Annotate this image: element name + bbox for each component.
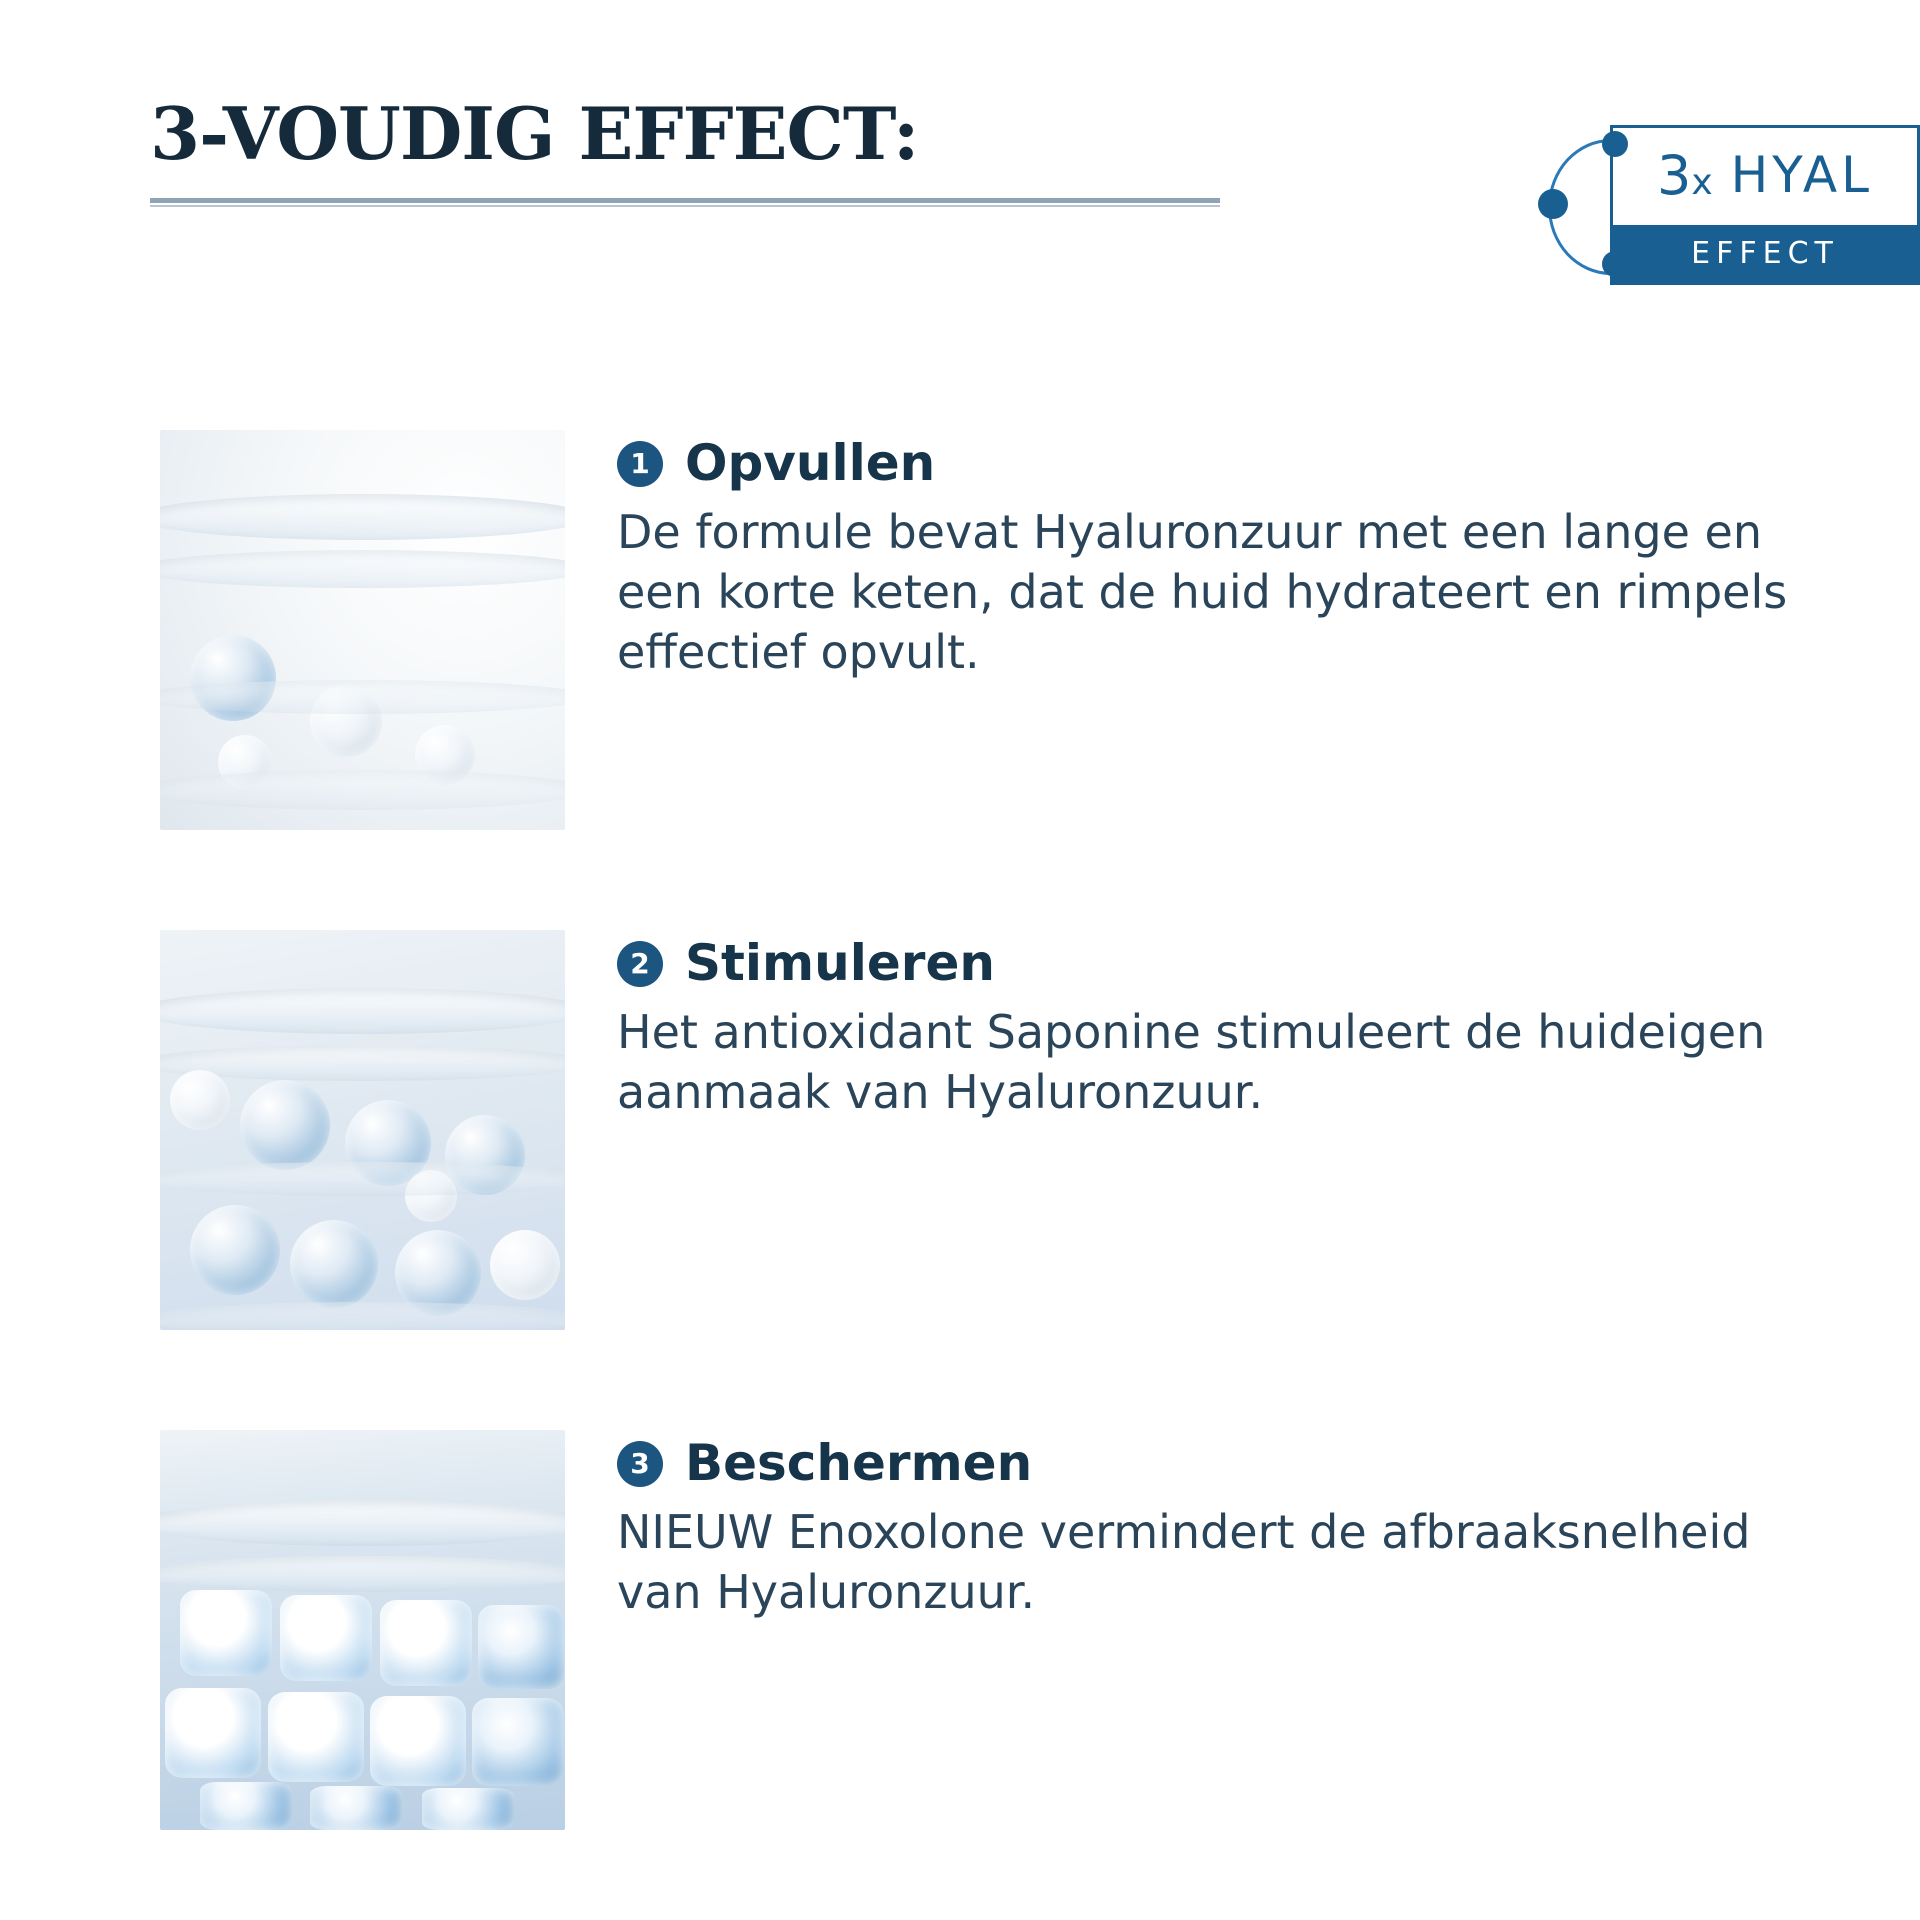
step-row-3 [160,1430,1800,1830]
title-divider [150,198,1220,207]
step-row-2 [160,930,1800,1330]
logo-multiplier: x [1691,161,1713,203]
logo-prefix-number: 3 [1657,143,1692,207]
step-3-content [565,1430,1800,1623]
step-2-title: Stimuleren [685,934,995,992]
step-row-1 [160,430,1800,830]
step-2-heading [617,936,1800,991]
logo-prefix [1657,144,1713,207]
step-3-heading [617,1436,1800,1491]
logo-subtitle: EFFECT [1610,225,1920,282]
step-3-image [160,1430,565,1830]
logo-dot-left-icon [1538,189,1568,219]
step-3-title: Beschermen [685,1434,1033,1492]
step-1-content [565,430,1800,682]
step-3-badge: 3 [617,1441,663,1487]
step-2-body: Het antioxidant Saponine stimuleert de huideigen aanmaak van Hyaluronzuur. [617,1005,1766,1119]
step-2-badge: 2 [617,941,663,987]
step-3-body: NIEUW Enoxolone vermindert de afbraaksnelheid van Hyaluronzuur. [617,1505,1751,1619]
logo-name: HYAL [1730,146,1873,204]
step-1-image [160,430,565,830]
step-1-badge: 1 [617,441,663,487]
brand-logo [1520,125,1920,285]
step-2-image [160,930,565,1330]
page-title: 3-VOUDIG EFFECT: [150,91,919,176]
step-1-heading [617,436,1800,491]
step-1-title: Opvullen [685,434,936,492]
logo-wordmark [1610,125,1920,225]
step-2-content [565,930,1800,1123]
step-1-body: De formule bevat Hyaluronzuur met een lange en een korte keten, dat de huid hydrateert en rimpels effectief opvult. [617,505,1788,679]
